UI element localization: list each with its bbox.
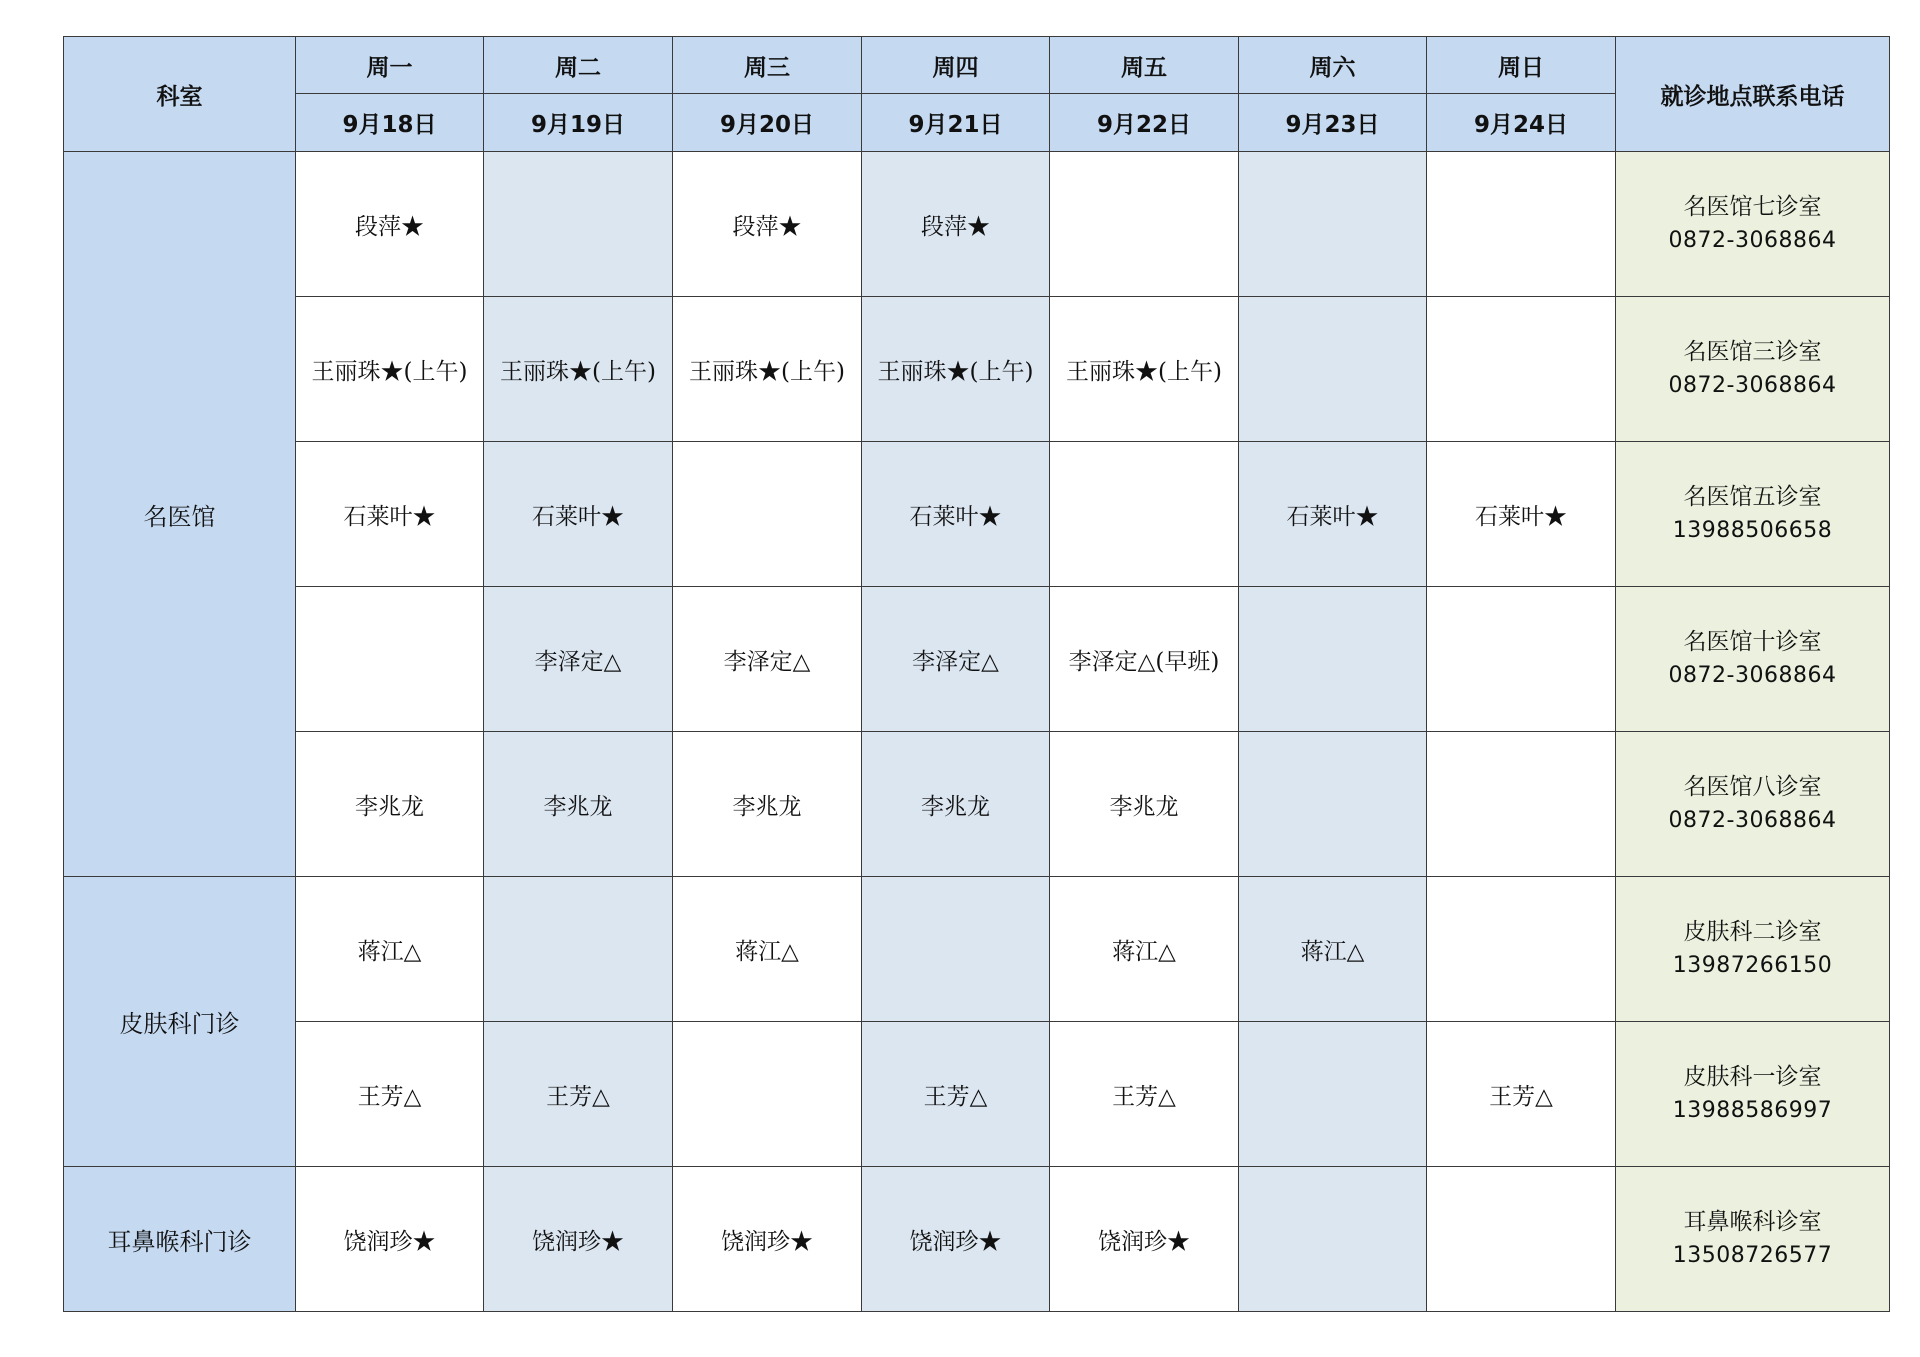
schedule-cell	[1239, 152, 1427, 297]
schedule-cell	[1050, 442, 1239, 587]
schedule-cell	[1239, 732, 1427, 877]
dept-cell-dermatology: 皮肤科门诊	[64, 877, 296, 1167]
schedule-cell	[673, 1022, 862, 1167]
schedule-cell: 李泽定△(早班)	[1050, 587, 1239, 732]
table-row	[64, 442, 1890, 587]
phone-number: 13508726577	[1672, 1243, 1833, 1268]
schedule-cell: 石莱叶★	[1239, 442, 1427, 587]
schedule-cell: 段萍★	[862, 152, 1050, 297]
day-header-thu: 周四	[862, 37, 1050, 94]
phone-number: 13987266150	[1672, 953, 1833, 978]
table-row	[64, 732, 1890, 877]
duty-schedule-table	[63, 36, 1890, 1312]
contact-cell	[1616, 1167, 1890, 1312]
contact-cell	[1616, 877, 1890, 1022]
schedule-cell: 段萍★	[673, 152, 862, 297]
schedule-cell: 王芳△	[296, 1022, 484, 1167]
room-name: 名医馆三诊室	[1683, 339, 1822, 365]
phone-number: 13988586997	[1672, 1098, 1833, 1123]
schedule-cell: 李泽定△	[862, 587, 1050, 732]
schedule-cell: 饶润珍★	[484, 1167, 673, 1312]
room-name: 名医馆五诊室	[1683, 484, 1822, 510]
contact-cell	[1616, 442, 1890, 587]
table-row	[64, 1167, 1890, 1312]
schedule-cell: 李泽定△	[673, 587, 862, 732]
schedule-cell: 王丽珠★(上午)	[296, 297, 484, 442]
table-row	[64, 152, 1890, 297]
room-name: 皮肤科一诊室	[1683, 1064, 1822, 1090]
day-header-mon: 周一	[296, 37, 484, 94]
schedule-cell	[296, 587, 484, 732]
schedule-cell: 王丽珠★(上午)	[862, 297, 1050, 442]
schedule-cell: 王芳△	[1427, 1022, 1616, 1167]
schedule-cell: 饶润珍★	[673, 1167, 862, 1312]
day-header-wed: 周三	[673, 37, 862, 94]
schedule-cell: 王丽珠★(上午)	[484, 297, 673, 442]
table-row	[64, 877, 1890, 1022]
contact-cell	[1616, 297, 1890, 442]
phone-number: 0872-3068864	[1668, 663, 1837, 688]
dept-cell-mingyiguan: 名医馆	[64, 152, 296, 877]
schedule-cell: 李兆龙	[1050, 732, 1239, 877]
schedule-cell: 石莱叶★	[1427, 442, 1616, 587]
schedule-cell	[1050, 152, 1239, 297]
dept-cell-ent: 耳鼻喉科门诊	[64, 1167, 296, 1312]
schedule-cell: 蒋江△	[673, 877, 862, 1022]
date-header-mon: 9月18日	[296, 94, 484, 152]
schedule-cell: 石莱叶★	[484, 442, 673, 587]
contact-cell	[1616, 152, 1890, 297]
contact-cell	[1616, 587, 1890, 732]
date-header-thu: 9月21日	[862, 94, 1050, 152]
date-header-wed: 9月20日	[673, 94, 862, 152]
room-name: 皮肤科二诊室	[1683, 919, 1822, 945]
schedule-cell	[484, 877, 673, 1022]
contact-cell	[1616, 732, 1890, 877]
schedule-cell: 李兆龙	[862, 732, 1050, 877]
schedule-cell: 蒋江△	[296, 877, 484, 1022]
schedule-cell: 王芳△	[1050, 1022, 1239, 1167]
schedule-cell: 饶润珍★	[862, 1167, 1050, 1312]
schedule-cell: 王丽珠★(上午)	[673, 297, 862, 442]
date-header-sat: 9月23日	[1239, 94, 1427, 152]
date-header-fri: 9月22日	[1050, 94, 1239, 152]
contact-header: 就诊地点联系电话	[1616, 37, 1890, 152]
date-header-tue: 9月19日	[484, 94, 673, 152]
schedule-cell	[1239, 1167, 1427, 1312]
schedule-cell	[1239, 1022, 1427, 1167]
schedule-cell	[1427, 587, 1616, 732]
schedule-cell: 王芳△	[862, 1022, 1050, 1167]
schedule-cell: 饶润珍★	[296, 1167, 484, 1312]
schedule-cell: 石莱叶★	[296, 442, 484, 587]
day-header-sat: 周六	[1239, 37, 1427, 94]
room-name: 名医馆十诊室	[1683, 629, 1822, 655]
schedule-cell: 石莱叶★	[862, 442, 1050, 587]
schedule-cell: 蒋江△	[1239, 877, 1427, 1022]
schedule-cell: 饶润珍★	[1050, 1167, 1239, 1312]
dept-header: 科室	[64, 37, 296, 152]
room-name: 名医馆八诊室	[1683, 774, 1822, 800]
schedule-cell: 王芳△	[484, 1022, 673, 1167]
day-header-fri: 周五	[1050, 37, 1239, 94]
schedule-cell: 李泽定△	[484, 587, 673, 732]
schedule-cell	[1427, 297, 1616, 442]
header-row-days	[64, 37, 1890, 94]
day-header-tue: 周二	[484, 37, 673, 94]
schedule-cell	[1427, 1167, 1616, 1312]
schedule-cell	[1427, 732, 1616, 877]
contact-cell	[1616, 1022, 1890, 1167]
schedule-cell	[862, 877, 1050, 1022]
phone-number: 13988506658	[1672, 518, 1833, 543]
phone-number: 0872-3068864	[1668, 228, 1837, 253]
schedule-cell	[673, 442, 862, 587]
table-row	[64, 297, 1890, 442]
schedule-cell: 李兆龙	[484, 732, 673, 877]
room-name: 耳鼻喉科诊室	[1683, 1209, 1822, 1235]
schedule-cell: 段萍★	[296, 152, 484, 297]
table-row	[64, 587, 1890, 732]
schedule-cell: 李兆龙	[673, 732, 862, 877]
phone-number: 0872-3068864	[1668, 373, 1837, 398]
schedule-cell: 李兆龙	[296, 732, 484, 877]
room-name: 名医馆七诊室	[1683, 194, 1822, 220]
table-row	[64, 1022, 1890, 1167]
schedule-cell: 王丽珠★(上午)	[1050, 297, 1239, 442]
day-header-sun: 周日	[1427, 37, 1616, 94]
schedule-cell	[1427, 877, 1616, 1022]
date-header-sun: 9月24日	[1427, 94, 1616, 152]
phone-number: 0872-3068864	[1668, 808, 1837, 833]
schedule-cell	[1239, 297, 1427, 442]
schedule-cell: 蒋江△	[1050, 877, 1239, 1022]
schedule-cell	[1427, 152, 1616, 297]
schedule-cell	[1239, 587, 1427, 732]
schedule-cell	[484, 152, 673, 297]
